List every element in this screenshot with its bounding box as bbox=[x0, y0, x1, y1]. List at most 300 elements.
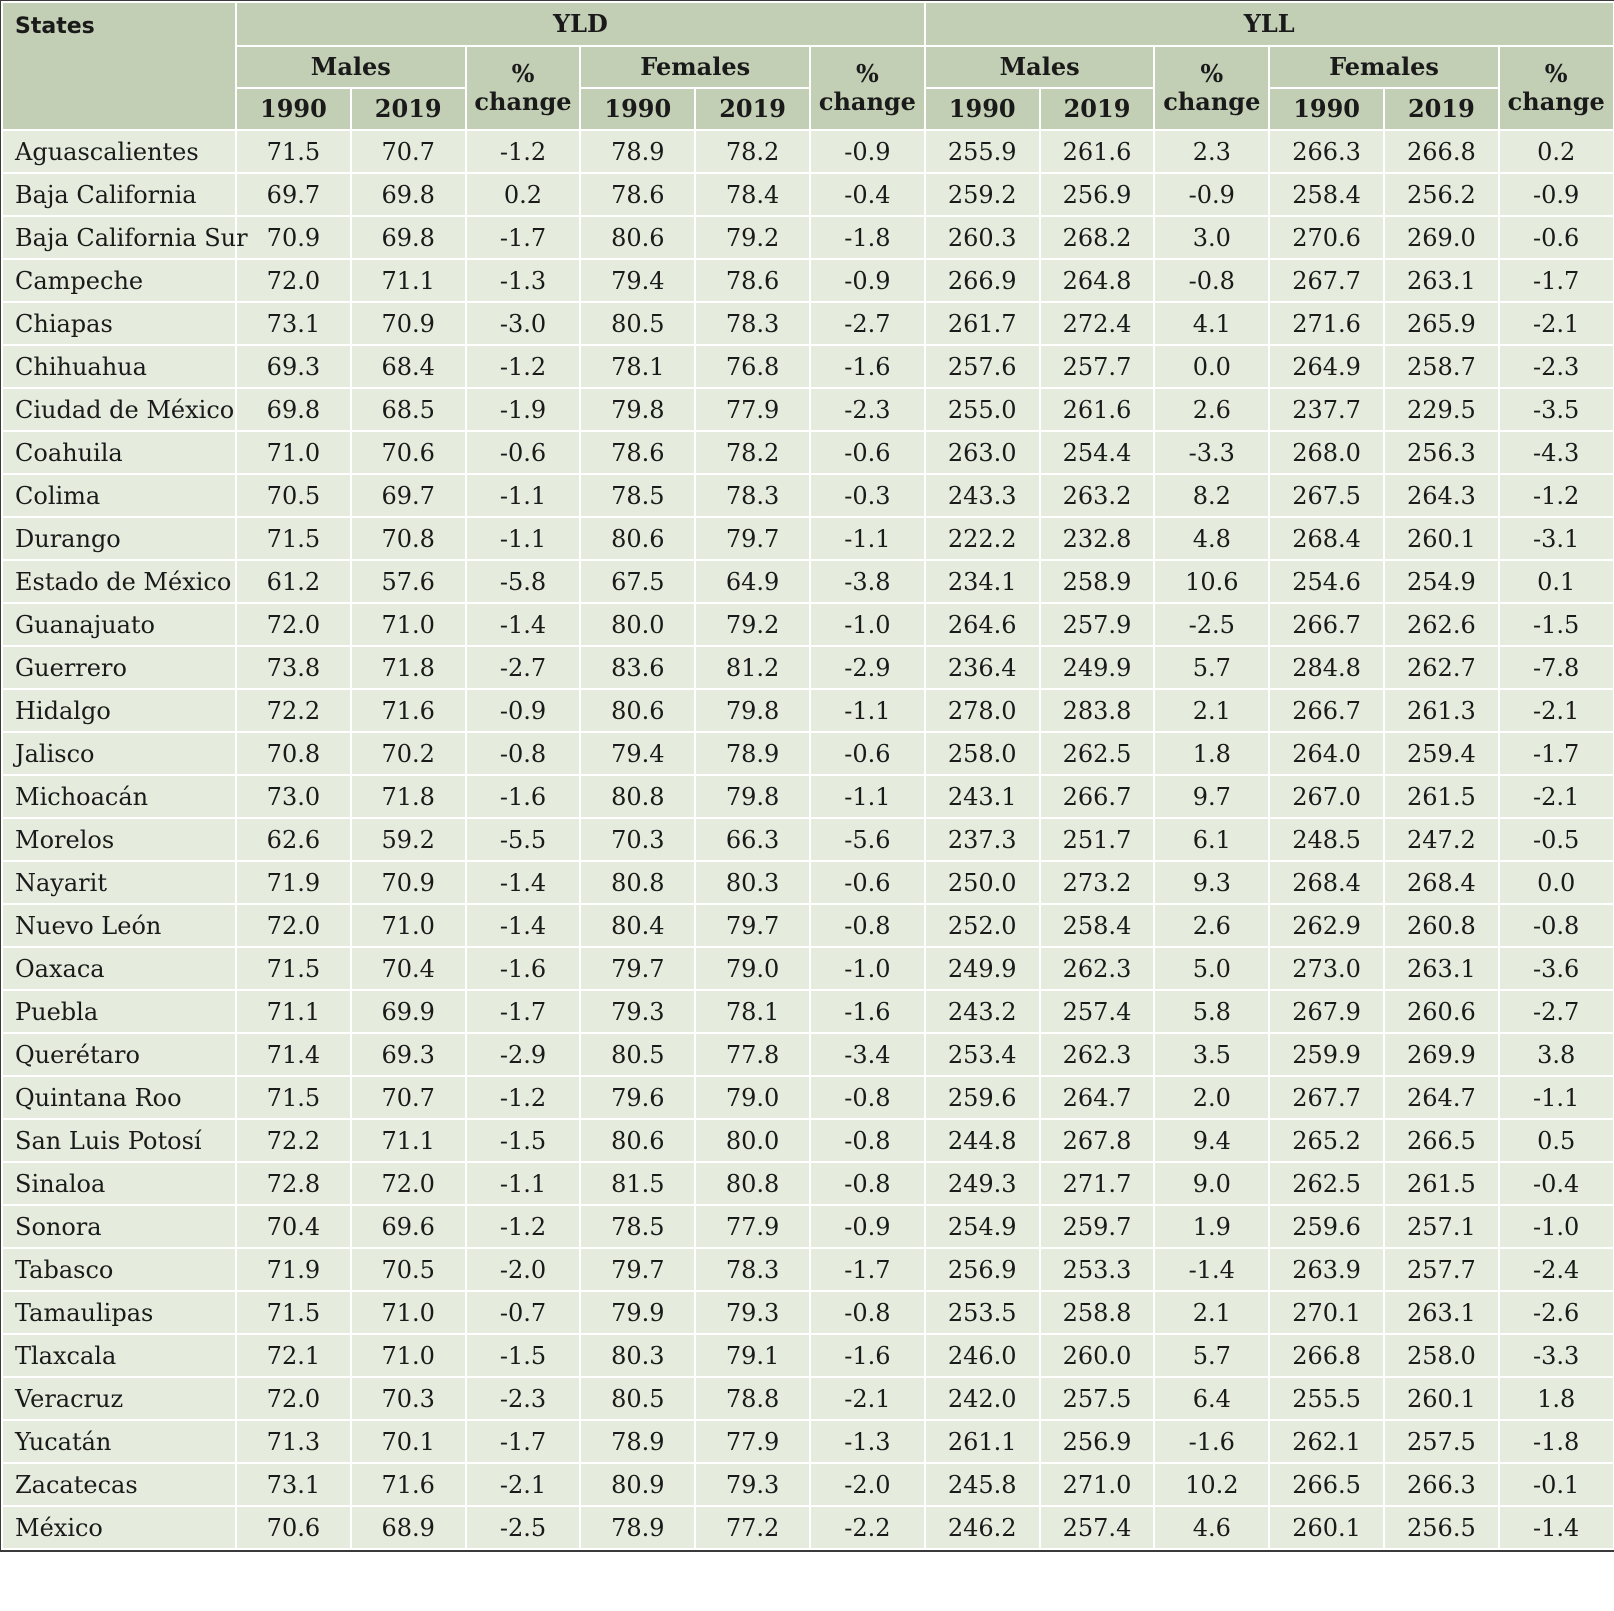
yll-females-pct-cell: -3.3 bbox=[1499, 1334, 1614, 1377]
table-row bbox=[2, 732, 1614, 775]
yld-females-2019-cell: 77.9 bbox=[695, 388, 810, 431]
yld-males-2019-cell: 69.7 bbox=[351, 474, 466, 517]
yll-females-2019-cell: 258.0 bbox=[1384, 1334, 1499, 1377]
yll-females-pct-cell: -2.3 bbox=[1499, 345, 1614, 388]
yld-females-1990-cell: 70.3 bbox=[580, 818, 695, 861]
state-name-cell: Baja California Sur bbox=[2, 216, 236, 259]
yll-males-2019-cell: 259.7 bbox=[1040, 1205, 1155, 1248]
yll-males-pct-header: % change bbox=[1154, 46, 1269, 130]
yld-females-pct-cell: -1.1 bbox=[810, 517, 925, 560]
yld-females-pct-cell: -3.4 bbox=[810, 1033, 925, 1076]
yld-males-pct-cell: -1.5 bbox=[466, 1119, 581, 1162]
yll-females-1990-cell: 260.1 bbox=[1269, 1506, 1384, 1549]
yll-males-pct-cell: 1.9 bbox=[1154, 1205, 1269, 1248]
yll-females-1990-cell: 255.5 bbox=[1269, 1377, 1384, 1420]
yld-females-1990-cell: 79.6 bbox=[580, 1076, 695, 1119]
yll-males-2019-cell: 257.5 bbox=[1040, 1377, 1155, 1420]
yld-males-2019-cell: 69.9 bbox=[351, 990, 466, 1033]
yld-females-1990-cell: 80.4 bbox=[580, 904, 695, 947]
state-name-cell: Puebla bbox=[2, 990, 236, 1033]
yll-females-2019-cell: 264.3 bbox=[1384, 474, 1499, 517]
yll-males-2019-cell: 271.0 bbox=[1040, 1463, 1155, 1506]
yll-males-2019-header: 2019 bbox=[1040, 88, 1155, 130]
yld-females-2019-cell: 79.2 bbox=[695, 603, 810, 646]
state-name-cell: Quintana Roo bbox=[2, 1076, 236, 1119]
state-name-cell: Estado de México bbox=[2, 560, 236, 603]
yll-females-1990-cell: 266.7 bbox=[1269, 689, 1384, 732]
yll-females-pct-cell: -2.1 bbox=[1499, 689, 1614, 732]
yld-females-pct-cell: -5.6 bbox=[810, 818, 925, 861]
yld-males-pct-cell: -0.8 bbox=[466, 732, 581, 775]
yld-females-2019-cell: 78.6 bbox=[695, 259, 810, 302]
yll-males-pct-cell: 4.1 bbox=[1154, 302, 1269, 345]
yll-males-1990-cell: 249.9 bbox=[925, 947, 1040, 990]
yld-males-1990-cell: 71.5 bbox=[236, 1291, 351, 1334]
yld-males-1990-cell: 73.0 bbox=[236, 775, 351, 818]
yll-females-2019-cell: 269.0 bbox=[1384, 216, 1499, 259]
table-row bbox=[2, 1248, 1614, 1291]
yld-males-1990-cell: 70.6 bbox=[236, 1506, 351, 1549]
yld-females-2019-cell: 81.2 bbox=[695, 646, 810, 689]
table-row bbox=[2, 861, 1614, 904]
yld-females-1990-cell: 79.3 bbox=[580, 990, 695, 1033]
yld-females-2019-cell: 78.3 bbox=[695, 1248, 810, 1291]
yld-males-1990-cell: 71.1 bbox=[236, 990, 351, 1033]
yld-males-1990-cell: 71.0 bbox=[236, 431, 351, 474]
state-name-cell: Jalisco bbox=[2, 732, 236, 775]
state-name-cell: Sinaloa bbox=[2, 1162, 236, 1205]
yll-males-pct-cell: 2.1 bbox=[1154, 1291, 1269, 1334]
yll-females-pct-cell: -2.7 bbox=[1499, 990, 1614, 1033]
yld-males-pct-cell: -1.2 bbox=[466, 1205, 581, 1248]
yld-males-2019-header: 2019 bbox=[351, 88, 466, 130]
yll-females-pct-cell: -3.6 bbox=[1499, 947, 1614, 990]
yll-males-pct-cell: 8.2 bbox=[1154, 474, 1269, 517]
yld-males-1990-cell: 69.7 bbox=[236, 173, 351, 216]
yll-females-pct-cell: -0.5 bbox=[1499, 818, 1614, 861]
yld-females-pct-cell: -0.3 bbox=[810, 474, 925, 517]
yll-females-2019-cell: 266.5 bbox=[1384, 1119, 1499, 1162]
yll-males-2019-cell: 232.8 bbox=[1040, 517, 1155, 560]
yld-males-1990-cell: 69.3 bbox=[236, 345, 351, 388]
yll-males-1990-cell: 243.2 bbox=[925, 990, 1040, 1033]
table-row bbox=[2, 775, 1614, 818]
yll-females-2019-cell: 260.6 bbox=[1384, 990, 1499, 1033]
yll-females-1990-cell: 266.3 bbox=[1269, 130, 1384, 173]
yll-females-pct-cell: -2.6 bbox=[1499, 1291, 1614, 1334]
yld-females-pct-cell: -0.4 bbox=[810, 173, 925, 216]
state-name-cell: Tamaulipas bbox=[2, 1291, 236, 1334]
yld-males-2019-cell: 69.6 bbox=[351, 1205, 466, 1248]
yld-males-2019-cell: 70.3 bbox=[351, 1377, 466, 1420]
yld-females-2019-cell: 76.8 bbox=[695, 345, 810, 388]
yld-females-2019-cell: 78.3 bbox=[695, 302, 810, 345]
yld-males-2019-cell: 68.5 bbox=[351, 388, 466, 431]
yld-males-1990-cell: 71.5 bbox=[236, 1076, 351, 1119]
yld-females-pct-cell: -1.8 bbox=[810, 216, 925, 259]
yll-males-2019-cell: 264.7 bbox=[1040, 1076, 1155, 1119]
state-name-cell: Guerrero bbox=[2, 646, 236, 689]
yll-females-1990-cell: 264.9 bbox=[1269, 345, 1384, 388]
yll-males-1990-cell: 222.2 bbox=[925, 517, 1040, 560]
yld-males-1990-cell: 72.0 bbox=[236, 259, 351, 302]
yld-females-2019-cell: 77.9 bbox=[695, 1420, 810, 1463]
yll-males-2019-cell: 249.9 bbox=[1040, 646, 1155, 689]
yld-males-1990-cell: 71.4 bbox=[236, 1033, 351, 1076]
yld-females-pct-cell: -2.2 bbox=[810, 1506, 925, 1549]
yld-females-1990-cell: 80.5 bbox=[580, 1033, 695, 1076]
table-row bbox=[2, 1420, 1614, 1463]
state-name-cell: Querétaro bbox=[2, 1033, 236, 1076]
yll-females-pct-cell: -1.7 bbox=[1499, 259, 1614, 302]
yld-females-2019-cell: 78.3 bbox=[695, 474, 810, 517]
yld-males-pct-cell: -2.3 bbox=[466, 1377, 581, 1420]
state-name-cell: Hidalgo bbox=[2, 689, 236, 732]
yld-females-2019-cell: 78.2 bbox=[695, 431, 810, 474]
yll-females-2019-cell: 266.8 bbox=[1384, 130, 1499, 173]
yld-females-2019-cell: 80.3 bbox=[695, 861, 810, 904]
yll-males-1990-cell: 237.3 bbox=[925, 818, 1040, 861]
yll-females-1990-cell: 237.7 bbox=[1269, 388, 1384, 431]
yll-males-1990-cell: 260.3 bbox=[925, 216, 1040, 259]
yll-males-pct-cell: 10.2 bbox=[1154, 1463, 1269, 1506]
table-row bbox=[2, 1377, 1614, 1420]
yll-males-2019-cell: 273.2 bbox=[1040, 861, 1155, 904]
yld-females-pct-cell: -3.8 bbox=[810, 560, 925, 603]
yll-males-pct-cell: 9.4 bbox=[1154, 1119, 1269, 1162]
yld-females-2019-cell: 77.2 bbox=[695, 1506, 810, 1549]
yld-females-2019-cell: 64.9 bbox=[695, 560, 810, 603]
yll-males-2019-cell: 258.9 bbox=[1040, 560, 1155, 603]
yll-females-2019-cell: 264.7 bbox=[1384, 1076, 1499, 1119]
yld-males-2019-cell: 70.9 bbox=[351, 302, 466, 345]
yll-males-1990-cell: 257.6 bbox=[925, 345, 1040, 388]
yll-females-2019-cell: 256.2 bbox=[1384, 173, 1499, 216]
yll-males-pct-cell: 2.1 bbox=[1154, 689, 1269, 732]
yll-females-2019-cell: 260.1 bbox=[1384, 517, 1499, 560]
yll-females-pct-cell: -1.8 bbox=[1499, 1420, 1614, 1463]
yld-males-pct-cell: -1.4 bbox=[466, 603, 581, 646]
yll-males-pct-cell: -0.8 bbox=[1154, 259, 1269, 302]
yld-males-pct-cell: -1.5 bbox=[466, 1334, 581, 1377]
yld-females-1990-cell: 78.5 bbox=[580, 474, 695, 517]
yll-females-pct-cell: 0.1 bbox=[1499, 560, 1614, 603]
yll-females-pct-cell: -1.7 bbox=[1499, 732, 1614, 775]
yll-females-2019-cell: 260.1 bbox=[1384, 1377, 1499, 1420]
yll-females-1990-cell: 264.0 bbox=[1269, 732, 1384, 775]
yll-females-1990-cell: 267.5 bbox=[1269, 474, 1384, 517]
yll-females-pct-cell: -0.9 bbox=[1499, 173, 1614, 216]
yll-males-pct-cell: 4.6 bbox=[1154, 1506, 1269, 1549]
table-row bbox=[2, 345, 1614, 388]
yld-males-1990-cell: 71.5 bbox=[236, 130, 351, 173]
yll-females-2019-cell: 263.1 bbox=[1384, 1291, 1499, 1334]
yld-males-1990-cell: 72.8 bbox=[236, 1162, 351, 1205]
yld-females-1990-cell: 79.4 bbox=[580, 259, 695, 302]
state-name-cell: Baja California bbox=[2, 173, 236, 216]
yll-females-pct-cell: -4.3 bbox=[1499, 431, 1614, 474]
yld-females-1990-cell: 80.5 bbox=[580, 1377, 695, 1420]
yll-males-pct-cell: 5.7 bbox=[1154, 646, 1269, 689]
yld-females-pct-cell: -0.8 bbox=[810, 1076, 925, 1119]
yld-females-pct-cell: -0.6 bbox=[810, 861, 925, 904]
table-row bbox=[2, 560, 1614, 603]
yld-males-2019-cell: 71.0 bbox=[351, 603, 466, 646]
yll-males-2019-cell: 262.3 bbox=[1040, 947, 1155, 990]
yll-males-2019-cell: 257.9 bbox=[1040, 603, 1155, 646]
yld-males-pct-cell: -1.6 bbox=[466, 947, 581, 990]
yll-females-2019-cell: 268.4 bbox=[1384, 861, 1499, 904]
yll-females-2019-cell: 258.7 bbox=[1384, 345, 1499, 388]
table-row bbox=[2, 689, 1614, 732]
yld-males-pct-cell: -1.2 bbox=[466, 1076, 581, 1119]
yld-males-pct-cell: -3.0 bbox=[466, 302, 581, 345]
yld-males-2019-cell: 57.6 bbox=[351, 560, 466, 603]
table-row bbox=[2, 1291, 1614, 1334]
table-row bbox=[2, 517, 1614, 560]
yll-males-1990-cell: 258.0 bbox=[925, 732, 1040, 775]
yld-females-pct-cell: -1.7 bbox=[810, 1248, 925, 1291]
yld-females-pct-cell: -2.7 bbox=[810, 302, 925, 345]
table-row bbox=[2, 1205, 1614, 1248]
table-row bbox=[2, 130, 1614, 173]
yld-males-1990-cell: 70.4 bbox=[236, 1205, 351, 1248]
yll-males-1990-cell: 245.8 bbox=[925, 1463, 1040, 1506]
yll-males-1990-cell: 236.4 bbox=[925, 646, 1040, 689]
yll-males-2019-cell: 267.8 bbox=[1040, 1119, 1155, 1162]
state-name-cell: Aguascalientes bbox=[2, 130, 236, 173]
state-name-cell: Sonora bbox=[2, 1205, 236, 1248]
yld-females-2019-cell: 79.8 bbox=[695, 689, 810, 732]
yll-females-1990-cell: 273.0 bbox=[1269, 947, 1384, 990]
table-row bbox=[2, 173, 1614, 216]
yll-females-1990-cell: 271.6 bbox=[1269, 302, 1384, 345]
yll-females-2019-cell: 254.9 bbox=[1384, 560, 1499, 603]
yll-females-1990-cell: 265.2 bbox=[1269, 1119, 1384, 1162]
state-name-cell: Nayarit bbox=[2, 861, 236, 904]
yll-males-1990-cell: 253.5 bbox=[925, 1291, 1040, 1334]
yll-females-2019-cell: 261.3 bbox=[1384, 689, 1499, 732]
yll-males-2019-cell: 283.8 bbox=[1040, 689, 1155, 732]
yld-males-pct-cell: -5.8 bbox=[466, 560, 581, 603]
yld-females-2019-cell: 79.8 bbox=[695, 775, 810, 818]
yld-males-2019-cell: 70.5 bbox=[351, 1248, 466, 1291]
yll-males-pct-cell: -3.3 bbox=[1154, 431, 1269, 474]
yll-males-1990-cell: 250.0 bbox=[925, 861, 1040, 904]
yll-females-1990-cell: 263.9 bbox=[1269, 1248, 1384, 1291]
yld-females-2019-header: 2019 bbox=[695, 88, 810, 130]
yld-males-pct-header: % change bbox=[466, 46, 581, 130]
yld-males-2019-cell: 70.2 bbox=[351, 732, 466, 775]
yll-females-2019-cell: 261.5 bbox=[1384, 1162, 1499, 1205]
yll-females-pct-cell: -1.0 bbox=[1499, 1205, 1614, 1248]
yll-males-2019-cell: 268.2 bbox=[1040, 216, 1155, 259]
table-row bbox=[2, 1463, 1614, 1506]
yll-males-pct-cell: -2.5 bbox=[1154, 603, 1269, 646]
yll-females-2019-cell: 260.8 bbox=[1384, 904, 1499, 947]
data-table bbox=[1, 1, 1614, 1550]
yld-males-1990-cell: 70.5 bbox=[236, 474, 351, 517]
yld-females-pct-cell: -0.8 bbox=[810, 904, 925, 947]
yld-males-pct-cell: -0.6 bbox=[466, 431, 581, 474]
yll-females-pct-cell: -1.2 bbox=[1499, 474, 1614, 517]
yll-females-pct-cell: -7.8 bbox=[1499, 646, 1614, 689]
yld-males-2019-cell: 69.3 bbox=[351, 1033, 466, 1076]
yll-males-pct-cell: 9.0 bbox=[1154, 1162, 1269, 1205]
yll-males-2019-cell: 256.9 bbox=[1040, 173, 1155, 216]
yld-males-pct-cell: -2.9 bbox=[466, 1033, 581, 1076]
yll-males-2019-cell: 258.4 bbox=[1040, 904, 1155, 947]
yld-females-2019-cell: 77.8 bbox=[695, 1033, 810, 1076]
yld-females-pct-cell: -1.6 bbox=[810, 1334, 925, 1377]
yld-females-pct-cell: -1.0 bbox=[810, 603, 925, 646]
yll-females-pct-cell: 0.2 bbox=[1499, 130, 1614, 173]
yld-females-1990-cell: 67.5 bbox=[580, 560, 695, 603]
yll-males-pct-cell: 6.4 bbox=[1154, 1377, 1269, 1420]
yld-females-pct-cell: -0.6 bbox=[810, 431, 925, 474]
yll-males-pct-cell: 2.6 bbox=[1154, 904, 1269, 947]
yll-females-header: Females bbox=[1269, 46, 1499, 88]
yld-males-1990-header: 1990 bbox=[236, 88, 351, 130]
yld-males-1990-cell: 71.9 bbox=[236, 1248, 351, 1291]
yll-females-pct-cell: 0.0 bbox=[1499, 861, 1614, 904]
yll-females-pct-cell: -0.6 bbox=[1499, 216, 1614, 259]
yll-females-1990-cell: 266.5 bbox=[1269, 1463, 1384, 1506]
yll-males-2019-cell: 257.4 bbox=[1040, 990, 1155, 1033]
yld-males-2019-cell: 71.8 bbox=[351, 775, 466, 818]
yld-males-2019-cell: 68.9 bbox=[351, 1506, 466, 1549]
yld-males-2019-cell: 70.7 bbox=[351, 1076, 466, 1119]
yld-males-pct-cell: -1.4 bbox=[466, 861, 581, 904]
yll-males-1990-cell: 255.9 bbox=[925, 130, 1040, 173]
yll-males-2019-cell: 257.4 bbox=[1040, 1506, 1155, 1549]
yll-males-2019-cell: 262.5 bbox=[1040, 732, 1155, 775]
yld-females-2019-cell: 78.2 bbox=[695, 130, 810, 173]
table-row bbox=[2, 431, 1614, 474]
yld-males-1990-cell: 62.6 bbox=[236, 818, 351, 861]
yll-females-pct-cell: -1.4 bbox=[1499, 1506, 1614, 1549]
yll-males-pct-cell: 3.0 bbox=[1154, 216, 1269, 259]
table-row bbox=[2, 259, 1614, 302]
yll-females-2019-cell: 262.6 bbox=[1384, 603, 1499, 646]
yld-females-1990-cell: 79.4 bbox=[580, 732, 695, 775]
yll-males-2019-cell: 263.2 bbox=[1040, 474, 1155, 517]
yll-males-1990-cell: 243.3 bbox=[925, 474, 1040, 517]
yll-males-1990-header: 1990 bbox=[925, 88, 1040, 130]
state-name-cell: Chihuahua bbox=[2, 345, 236, 388]
table-row bbox=[2, 1162, 1614, 1205]
yll-females-1990-cell: 266.8 bbox=[1269, 1334, 1384, 1377]
yld-females-pct-cell: -1.1 bbox=[810, 689, 925, 732]
yll-males-2019-cell: 266.7 bbox=[1040, 775, 1155, 818]
yld-females-1990-cell: 79.7 bbox=[580, 947, 695, 990]
yll-males-pct-cell: 6.1 bbox=[1154, 818, 1269, 861]
yll-females-2019-cell: 265.9 bbox=[1384, 302, 1499, 345]
yll-females-1990-cell: 270.6 bbox=[1269, 216, 1384, 259]
yll-males-pct-cell: 5.7 bbox=[1154, 1334, 1269, 1377]
yll-females-1990-cell: 254.6 bbox=[1269, 560, 1384, 603]
yll-males-1990-cell: 252.0 bbox=[925, 904, 1040, 947]
yll-males-1990-cell: 242.0 bbox=[925, 1377, 1040, 1420]
yld-males-2019-cell: 71.6 bbox=[351, 689, 466, 732]
yll-males-1990-cell: 259.2 bbox=[925, 173, 1040, 216]
yld-males-2019-cell: 71.0 bbox=[351, 904, 466, 947]
yll-males-1990-cell: 266.9 bbox=[925, 259, 1040, 302]
yld-males-pct-cell: -1.2 bbox=[466, 130, 581, 173]
yll-females-pct-header: % change bbox=[1499, 46, 1614, 130]
yld-females-1990-cell: 78.1 bbox=[580, 345, 695, 388]
yll-females-2019-cell: 263.1 bbox=[1384, 259, 1499, 302]
yld-females-pct-cell: -0.8 bbox=[810, 1119, 925, 1162]
yld-females-pct-cell: -2.0 bbox=[810, 1463, 925, 1506]
yld-females-1990-cell: 80.8 bbox=[580, 775, 695, 818]
yll-males-2019-cell: 260.0 bbox=[1040, 1334, 1155, 1377]
yld-males-pct-cell: -2.5 bbox=[466, 1506, 581, 1549]
yll-males-1990-cell: 261.7 bbox=[925, 302, 1040, 345]
yld-females-2019-cell: 80.0 bbox=[695, 1119, 810, 1162]
yld-females-2019-cell: 80.8 bbox=[695, 1162, 810, 1205]
state-name-cell: Tlaxcala bbox=[2, 1334, 236, 1377]
yld-males-pct-cell: -2.7 bbox=[466, 646, 581, 689]
yld-males-pct-cell: -1.7 bbox=[466, 990, 581, 1033]
table-row bbox=[2, 302, 1614, 345]
table-row bbox=[2, 947, 1614, 990]
yld-females-1990-cell: 78.5 bbox=[580, 1205, 695, 1248]
yll-females-pct-cell: -1.1 bbox=[1499, 1076, 1614, 1119]
yld-females-2019-cell: 79.3 bbox=[695, 1291, 810, 1334]
yld-males-pct-cell: -1.7 bbox=[466, 216, 581, 259]
yll-females-1990-cell: 268.4 bbox=[1269, 517, 1384, 560]
yll-females-2019-header: 2019 bbox=[1384, 88, 1499, 130]
yld-males-2019-cell: 70.6 bbox=[351, 431, 466, 474]
yld-males-1990-cell: 72.2 bbox=[236, 1119, 351, 1162]
yld-males-2019-cell: 69.8 bbox=[351, 216, 466, 259]
state-name-cell: Campeche bbox=[2, 259, 236, 302]
yll-males-pct-cell: 9.3 bbox=[1154, 861, 1269, 904]
table-row bbox=[2, 603, 1614, 646]
yld-females-1990-cell: 78.9 bbox=[580, 1506, 695, 1549]
yll-females-1990-cell: 248.5 bbox=[1269, 818, 1384, 861]
yld-females-1990-cell: 80.3 bbox=[580, 1334, 695, 1377]
yld-males-pct-cell: -1.1 bbox=[466, 517, 581, 560]
yll-males-2019-cell: 256.9 bbox=[1040, 1420, 1155, 1463]
yll-females-pct-cell: -2.1 bbox=[1499, 302, 1614, 345]
state-name-cell: Yucatán bbox=[2, 1420, 236, 1463]
yld-males-2019-cell: 72.0 bbox=[351, 1162, 466, 1205]
yld-males-1990-cell: 72.2 bbox=[236, 689, 351, 732]
yll-females-2019-cell: 257.1 bbox=[1384, 1205, 1499, 1248]
yld-males-pct-cell: -2.0 bbox=[466, 1248, 581, 1291]
yld-males-1990-cell: 73.1 bbox=[236, 1463, 351, 1506]
yll-females-pct-cell: -0.8 bbox=[1499, 904, 1614, 947]
yll-females-1990-cell: 267.7 bbox=[1269, 259, 1384, 302]
yld-males-2019-cell: 70.8 bbox=[351, 517, 466, 560]
yll-females-2019-cell: 266.3 bbox=[1384, 1463, 1499, 1506]
yld-males-2019-cell: 71.1 bbox=[351, 1119, 466, 1162]
state-name-cell: Chiapas bbox=[2, 302, 236, 345]
table-row bbox=[2, 818, 1614, 861]
yld-males-1990-cell: 71.3 bbox=[236, 1420, 351, 1463]
yld-males-pct-cell: -1.7 bbox=[466, 1420, 581, 1463]
yll-females-pct-cell: -2.1 bbox=[1499, 775, 1614, 818]
table-row bbox=[2, 1076, 1614, 1119]
yll-females-2019-cell: 263.1 bbox=[1384, 947, 1499, 990]
state-name-cell: Veracruz bbox=[2, 1377, 236, 1420]
yld-males-2019-cell: 70.9 bbox=[351, 861, 466, 904]
yll-males-2019-cell: 251.7 bbox=[1040, 818, 1155, 861]
yll-males-1990-cell: 243.1 bbox=[925, 775, 1040, 818]
yld-females-pct-cell: -0.6 bbox=[810, 732, 925, 775]
